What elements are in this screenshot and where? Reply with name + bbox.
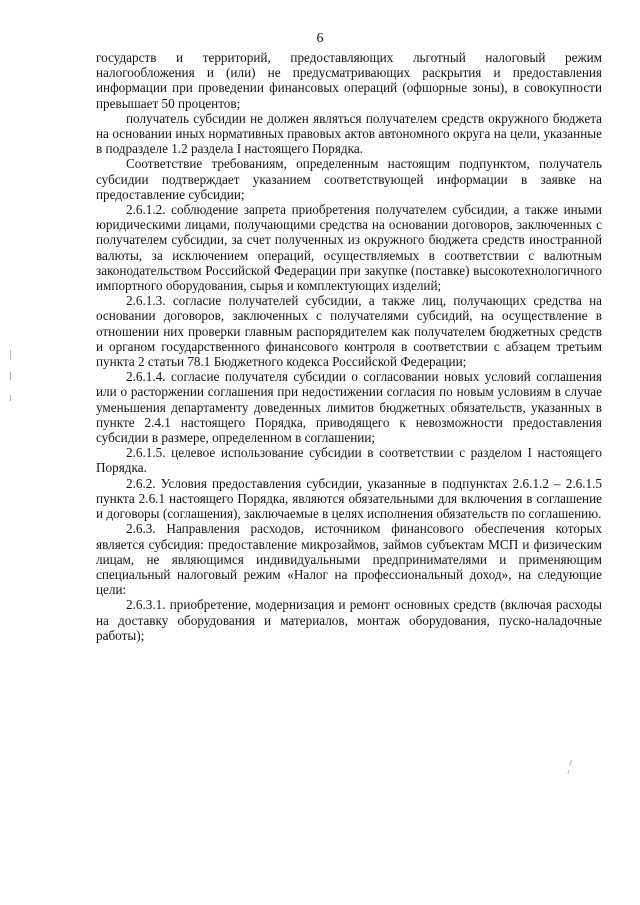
- document-body: [96, 50, 602, 643]
- scan-artifact-mark: [569, 760, 572, 766]
- paragraph-2-6-2: 2.6.2. Условия предоставления субсидии, указанные в подпунктах 2.6.1.2 – 2.6.1.5 пункта 2.6.1 настоящего Порядка, являются обязательными для включения в соглашение и договоры (соглашения), заключаемые в целях исполнения обязательств по соглашению.: [96, 475, 602, 522]
- scan-artifact-mark: [10, 350, 11, 360]
- paragraph-2-6-3-1: 2.6.3.1. приобретение, модернизация и ремонт основных средств (включая расходы на доставку оборудования и материалов, монтаж оборудования, пуско-наладочные работы);: [96, 597, 602, 643]
- paragraph-2-6-1-2: 2.6.1.2. соблюдение запрета приобретения получателем субсидии, а также иными юридическими лицами, получающими средства на основании договоров, заключенных с получателем субсидии, за счет полученных из окружного бюджета средств иностранной валюты, за исключением операций, осуществляемых в соответствии с валютным законодательством Российской Федерации при закупке (поставке) высокотехнологичного импортного оборудования, сырья и комплектующих изделий;: [96, 202, 602, 294]
- scan-artifact-mark: [567, 770, 569, 774]
- paragraph-compliance-confirmation: Соответствие требованиям, определенным настоящим подпунктом, получатель субсидии подтверждает указанием соответствующей информации в заявке на предоставление субсидии;: [96, 156, 602, 202]
- paragraph-2-6-1-5: 2.6.1.5. целевое использование субсидии в соответствии с разделом I настоящего Порядка.: [96, 445, 602, 476]
- paragraph-offshore-continuation: государств и территорий, предоставляющих льготный налоговый режим налогообложения и (или) не предусматривающих раскрытия и предоставления информации при проведении финансовых операций (офшорные зоны), в совокупности превышает 50 процентов;: [96, 50, 602, 111]
- paragraph-2-6-1-4: 2.6.1.4. согласие получателя субсидии о согласовании новых условий соглашения или о расторжении соглашения при недостижении согласия по новым условиям в случае уменьшения департаменту доведенных лимитов бюджетных обязательств, указанных в пункте 2.4.1 настоящего Порядка, приводящего к невозможности предоставления субсидии в размере, определенном в соглашении;: [96, 369, 602, 446]
- scan-artifact-mark: [10, 395, 11, 401]
- paragraph-2-6-1-3: 2.6.1.3. согласие получателей субсидии, а также лиц, получающих средства на основании договоров, заключенных с получателями субсидий, на осуществление в отношении них проверки главным распорядителем как получателем бюджетных средств и органом государственного финансового контроля в соответствии с абзацем третьим пункта 2 статьи 78.1 Бюджетного кодекса Российской Федерации;: [96, 293, 602, 370]
- paragraph-2-6-3: 2.6.3. Направления расходов, источником финансового обеспечения которых является субсидия: предоставление микрозаймов, займов субъектам МСП и физическим лицам, не являющимся индивидуальными предпринимателями и применяющим специальный налоговый режим «Налог на профессиональный доход», на следующие цели:: [96, 521, 602, 598]
- scan-artifact-mark: [10, 372, 11, 380]
- page-number: 6: [316, 31, 324, 46]
- paragraph-not-budget-recipient: получатель субсидии не должен являться получателем средств окружного бюджета на основании иных нормативных правовых актов автономного округа на цели, указанные в подразделе 1.2 раздела I настоящего Порядка.: [96, 110, 602, 157]
